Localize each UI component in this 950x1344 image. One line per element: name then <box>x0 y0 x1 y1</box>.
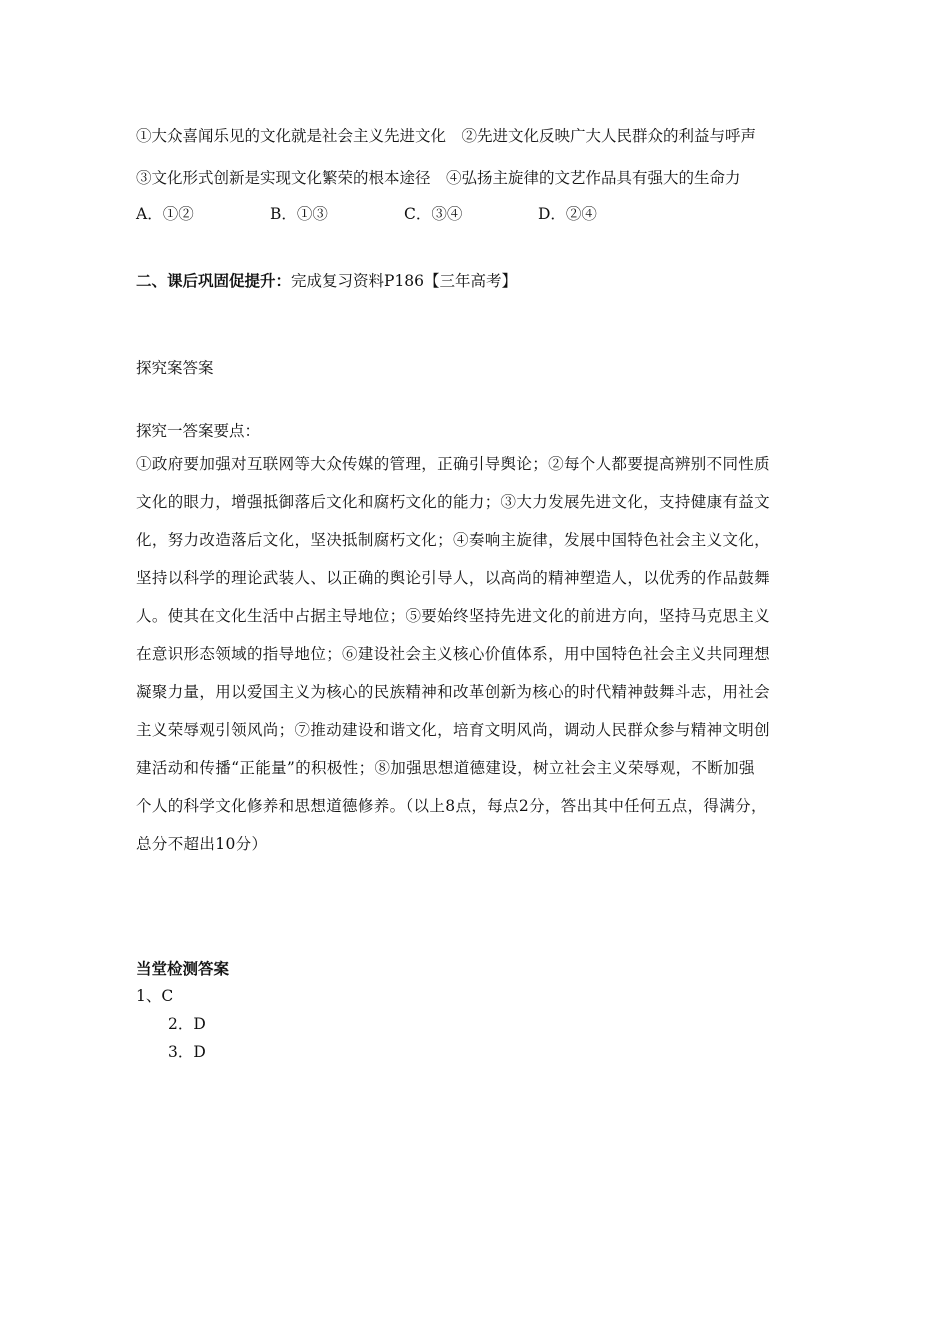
paragraph-line: 在意识形态领域的指导地位；⑥建设社会主义核心价值体系，用中国特色社会主义共同理想 <box>136 645 771 663</box>
statement-line-2: ③文化形式创新是实现文化繁荣的根本途径 ④弘扬主旋律的文艺作品具有强大的生命力 <box>136 169 741 187</box>
answers-point-heading: 探究一答案要点： <box>136 422 261 440</box>
answers-title: 探究案答案 <box>136 359 214 377</box>
answer-options <box>136 204 597 224</box>
paragraph-line: 化，努力改造落后文化，坚决抵制腐朽文化；④奏响主旋律，发展中国特色社会主义文化， <box>136 531 771 549</box>
test-answer-3: 3．D <box>168 1043 206 1061</box>
option-c: C．③④ <box>404 205 463 223</box>
paragraph-line: 建活动和传播“正能量”的积极性；⑧加强思想道德建设，树立社会主义荣辱观，不断加强 <box>136 759 755 777</box>
statement-line-1: ①大众喜闻乐见的文化就是社会主义先进文化 ②先进文化反映广大人民群众的利益与呼声 <box>136 127 757 145</box>
section2-heading: 二、课后巩固促提升： <box>136 272 292 290</box>
paragraph-line: 凝聚力量，用以爱国主义为核心的民族精神和改革创新为核心的时代精神鼓舞斗志，用社会 <box>136 683 771 701</box>
option-a: A．①② <box>136 205 194 223</box>
section2-line <box>136 271 517 291</box>
test-answer-1: 1、C <box>136 987 174 1005</box>
section2-text: 完成复习资料P186【三年高考】 <box>291 272 518 290</box>
test-answer-2: 2．D <box>168 1015 206 1033</box>
paragraph-line: ①政府要加强对互联网等大众传媒的管理，正确引导舆论；②每个人都要提高辨别不同性质 <box>136 455 771 473</box>
paragraph-line: 人。使其在文化生活中占据主导地位；⑤要始终坚持先进文化的前进方向，坚持马克思主义 <box>136 607 771 625</box>
option-d: D．②④ <box>538 205 597 223</box>
answers-paragraph <box>136 454 826 872</box>
option-b: B．①③ <box>270 205 328 223</box>
test-answers-title: 当堂检测答案 <box>136 960 230 978</box>
paragraph-line: 主义荣辱观引领风尚；⑦推动建设和谐文化，培育文明风尚，调动人民群众参与精神文明创 <box>136 721 771 739</box>
paragraph-line: 文化的眼力，增强抵御落后文化和腐朽文化的能力；③大力发展先进文化，支持健康有益文 <box>136 493 771 511</box>
paragraph-line: 坚持以科学的理论武装人、以正确的舆论引导人，以高尚的精神塑造人，以优秀的作品鼓舞 <box>136 569 771 587</box>
paragraph-line: 总分不超出10分） <box>136 835 268 853</box>
paragraph-line: 个人的科学文化修养和思想道德修养。（以上8点，每点2分，答出其中任何五点，得满分， <box>136 797 767 815</box>
